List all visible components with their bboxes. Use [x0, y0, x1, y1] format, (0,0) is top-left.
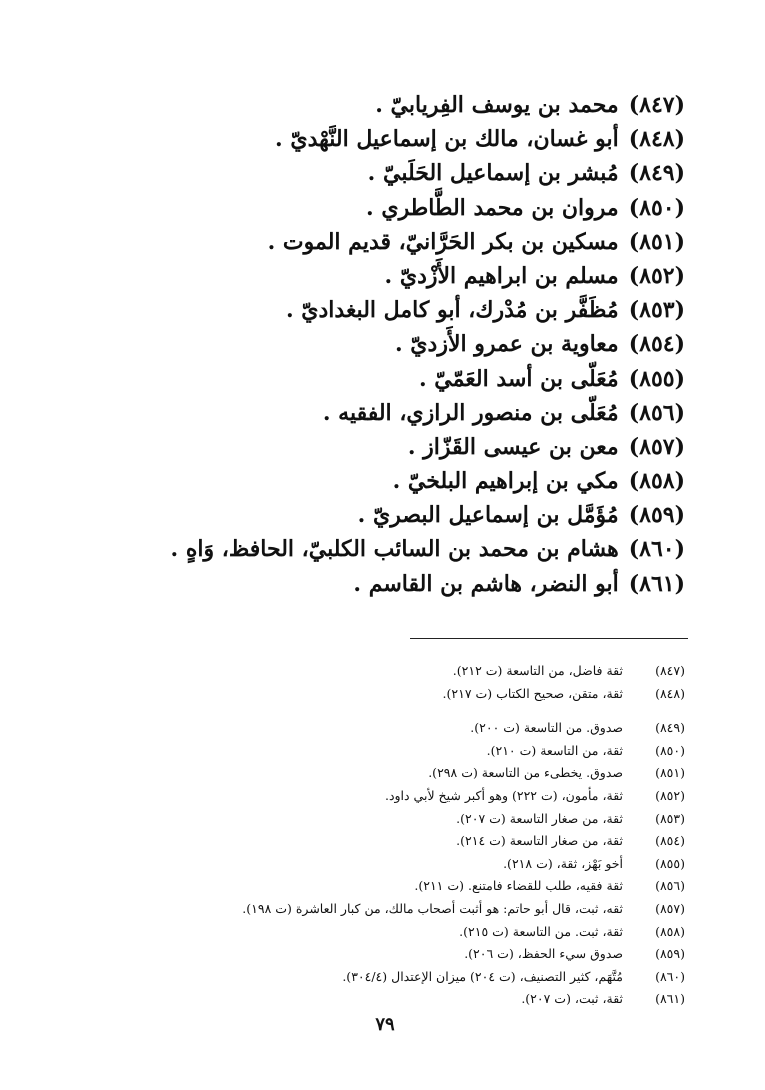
- footnote-text: مُتَّهَم، كثير التصنيف، (ت ٢٠٤) ميزان الإعتدال (٣٠٤/٤).: [342, 968, 623, 984]
- entry-number: (٨٦٠): [628, 536, 685, 563]
- footnote-text: صدوق. يخطىء من التاسعة (ت ٢٩٨).: [428, 765, 623, 781]
- footnote-text: ثقه، ثبت، قال أبو حاتم: هو أثبت أصحاب مالك، من كبار العاشرة (ت ١٩٨).: [242, 900, 623, 916]
- footnote: [85, 660, 685, 683]
- footnote-number: (٨٥١): [655, 765, 685, 781]
- entry: [125, 362, 685, 396]
- entry-number: (٨٥٠): [628, 194, 685, 221]
- footnote: [85, 921, 685, 944]
- footnote-number: (٨٥٠): [655, 742, 685, 758]
- footnote-divider: [410, 638, 688, 639]
- entry-number: (٨٥٨): [628, 468, 685, 495]
- footnote-text: صدوق سيء الحفظ، (ت ٢٠٦).: [464, 946, 623, 962]
- entry: [125, 532, 685, 566]
- entry: [125, 191, 685, 225]
- entry-number: (٨٤٩): [628, 160, 685, 187]
- footnote-number: (٨٤٧): [655, 663, 685, 678]
- footnote: [85, 875, 685, 898]
- entry-number: (٨٥٥): [628, 365, 685, 392]
- footnote: [85, 898, 685, 921]
- entry: [125, 464, 685, 498]
- page-number: ٧٩: [375, 1014, 395, 1035]
- footnote-text: ثقة، مأمون، (ت ٢٢٢) وهو أكبر شيخ لأبي داود.: [384, 787, 623, 803]
- entry: [125, 88, 685, 122]
- entry-text: مروان بن محمد الطَّاطري .: [366, 194, 619, 221]
- footnote-number: (٨٥٩): [655, 946, 685, 962]
- entry-number: (٨٤٧): [628, 92, 685, 118]
- footnote-number: (٨٥٥): [655, 855, 685, 871]
- entry-text: مسلم بن ابراهيم الأَزْديّ .: [384, 262, 619, 289]
- footnote: [85, 717, 685, 740]
- entry-text: هشام بن محمد بن السائب الكلبيّ، الحافظ، وَاهٍ .: [170, 536, 619, 563]
- entry: [125, 567, 685, 601]
- entry-text: محمد بن يوسف الفِريابيّ .: [375, 92, 619, 118]
- entry-text: مُعَلّى بن منصور الرازي، الفقيه .: [322, 399, 619, 426]
- footnote-text: صدوق. من التاسعة (ت ٢٠٠).: [470, 720, 623, 736]
- entry-number: (٨٥٣): [628, 297, 685, 324]
- entry-text: مكي بن إبراهيم البلخيّ .: [392, 468, 619, 495]
- entry: [125, 122, 685, 156]
- entry-number: (٨٤٨): [628, 126, 685, 153]
- entry: [125, 430, 685, 464]
- entry-text: أبو غسان، مالك بن إسماعيل النَّهْديّ .: [275, 126, 619, 153]
- footnote: [85, 808, 685, 831]
- entry-number: (٨٦١): [628, 570, 685, 597]
- entry: [125, 396, 685, 430]
- entry-text: مُعَلّى بن أسد العَمّيّ .: [418, 365, 619, 392]
- footnote: [85, 943, 685, 966]
- entry-number: (٨٥٧): [628, 433, 685, 460]
- footnote-number: (٨٥٨): [655, 923, 685, 939]
- footnote-number: (٨٤٩): [655, 720, 685, 736]
- footnote-text: ثقة، ثبت. من التاسعة (ت ٢١٥).: [459, 923, 623, 939]
- entry: [125, 498, 685, 532]
- footnote: [85, 830, 685, 853]
- footnote: [85, 740, 685, 763]
- entry-text: مسكين بن بكر الحَرَّانيّ، قديم الموت .: [267, 228, 619, 255]
- footnote: [85, 683, 685, 706]
- footnote-text: أخو بَهْز، ثقة، (ت ٢١٨).: [503, 855, 623, 871]
- entry-number: (٨٥٢): [628, 262, 685, 289]
- footnote-number: (٨٥٢): [655, 787, 685, 803]
- footnote: [85, 762, 685, 785]
- footnote: [85, 785, 685, 808]
- footnote-text: ثقة، من صغار التاسعة (ت ٢٠٧).: [456, 810, 623, 826]
- footnote: [85, 853, 685, 876]
- footnote-number: (٨٦١): [655, 991, 685, 1007]
- entry-number: (٨٥٦): [628, 399, 685, 426]
- entry-number: (٨٥٩): [628, 502, 685, 529]
- footnote-number: (٨٥٦): [655, 878, 685, 894]
- entry-text: معن بن عيسى القَزّاز .: [407, 433, 619, 460]
- entry: [125, 327, 685, 361]
- footnote-text: ثقة فقيه، طلب للقضاء فامتنع. (ت ٢١١).: [414, 878, 623, 894]
- entry: [125, 225, 685, 259]
- entry: [125, 259, 685, 293]
- footnote-list: [85, 660, 685, 1011]
- footnote-text: ثقة فاضل، من التاسعة (ت ٢١٢).: [452, 663, 623, 678]
- footnote-number: (٨٥٤): [655, 833, 685, 849]
- footnote-text: ثقة، من صغار التاسعة (ت ٢١٤).: [456, 833, 623, 849]
- entry-text: مُبشر بن إسماعيل الحَلَبيّ .: [367, 160, 619, 187]
- entry: [125, 156, 685, 190]
- entry-text: مُؤَمَّل بن إسماعيل البصريّ .: [357, 502, 619, 529]
- footnote-number: (٨٤٨): [655, 685, 685, 701]
- entry-number: (٨٥١): [628, 228, 685, 255]
- footnote-number: (٨٥٧): [655, 900, 685, 916]
- footnote: [85, 988, 685, 1011]
- footnote-number: (٨٥٣): [655, 810, 685, 826]
- entry-list: [125, 88, 685, 601]
- footnote: [85, 966, 685, 989]
- entry-text: أبو النضر، هاشم بن القاسم .: [353, 570, 619, 597]
- entry-number: (٨٥٤): [628, 331, 685, 358]
- footnote-text: ثقة، من التاسعة (ت ٢١٠).: [486, 742, 623, 758]
- footnote-text: ثقة، متقن، صحيح الكتاب (ت ٢١٧).: [442, 685, 623, 701]
- entry-text: مُظَفَّر بن مُدْرك، أبو كامل البغداديّ .: [285, 297, 619, 324]
- footnote-number: (٨٦٠): [655, 968, 685, 984]
- footnote-text: ثقة، ثبت، (ت ٢٠٧).: [521, 991, 623, 1007]
- entry: [125, 293, 685, 327]
- entry-text: معاوية بن عمرو الأَزديّ .: [394, 331, 619, 358]
